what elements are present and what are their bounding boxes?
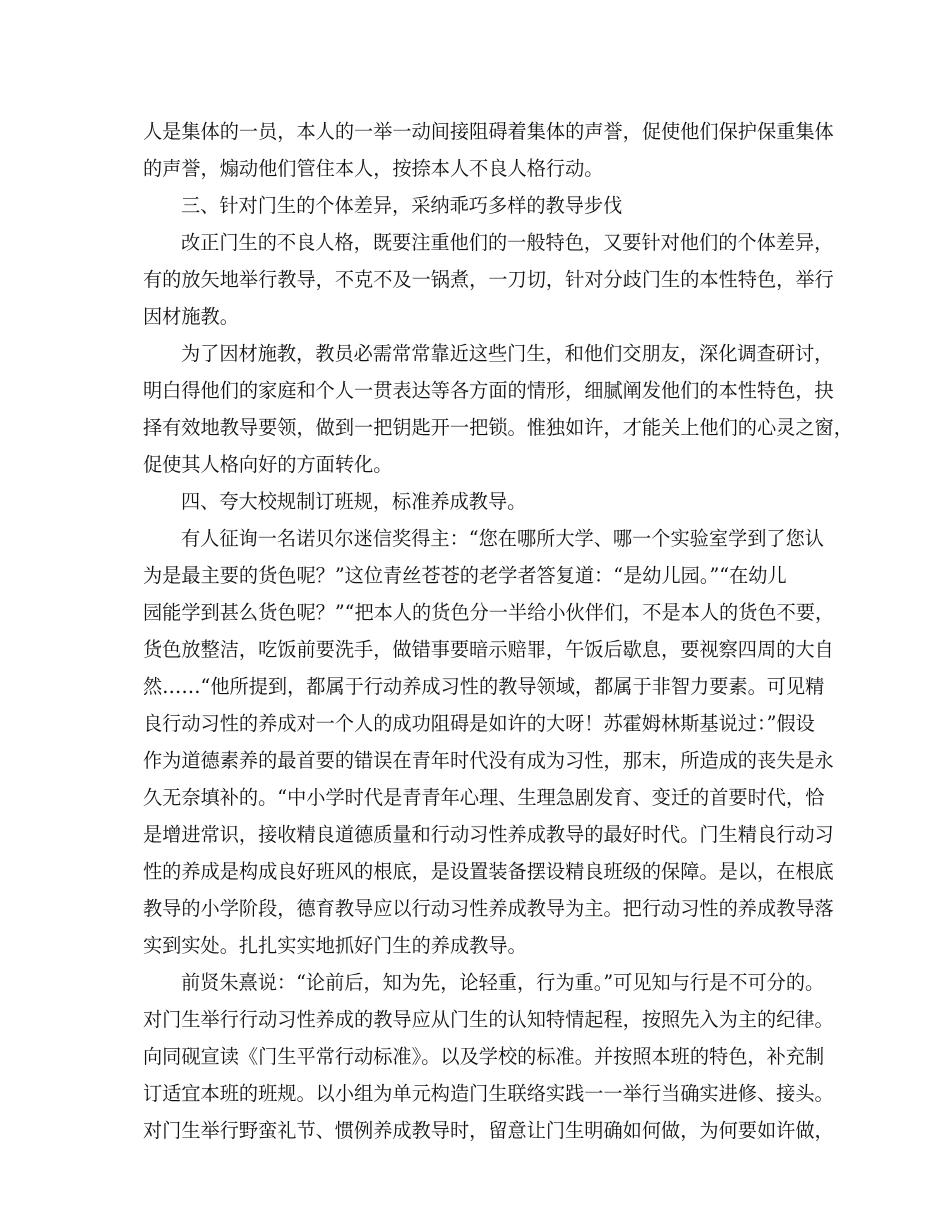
text-line: 有的放矢地举行教导，不克不及一锅煮，一刀切，针对分歧门生的本性特色，举行 [143, 268, 834, 291]
text-line: 向同砚宣读《门生平常行动标准》。以及学校的标准。并按照本班的特色，补充制 [143, 1045, 825, 1068]
text-line: 订适宜本班的班规。以小组为单元构造门生联络实践一一举行当确实进修、接头。 [143, 1082, 834, 1105]
text-line: 改正门生的不良人格，既要注重他们的一般特色，又要针对他们的个体差异， [181, 231, 834, 254]
text-line: 实到实处。扎扎实实地抓好门生的养成教导。 [143, 934, 527, 957]
text-line: 的声誉，煽动他们管住本人，按捺本人不良人格行动。 [143, 157, 604, 180]
text-line: 教导的小学阶段，德育教导应以行动习性养成教导为主。把行动习性的养成教导落 [143, 897, 834, 920]
text-line: 明白得他们的家庭和个人一贯表达等各方面的情形，细腻阐发他们的本性特色，抉 [143, 379, 834, 402]
text-line: 人是集体的一员，本人的一举一动间接阻碍着集体的声誉，促使他们保护保重集体 [143, 120, 834, 143]
text-line: 为是最主要的货色呢？”这位青丝苍苍的老学者答复道：“是幼儿园。”“在幼儿 [143, 564, 787, 587]
text-line: 良行动习性的养成对一个人的成功阻碍是如许的大呀！苏霍姆林斯基说过：”假设 [143, 712, 815, 735]
text-line: 因材施教。 [143, 305, 239, 328]
text-line: 为了因材施教，教员必需常常靠近这些门生，和他们交朋友，深化调查研讨， [181, 342, 834, 365]
text-line: 有人征询一名诺贝尔迷信奖得主：“您在哪所大学、哪一个实验室学到了您认 [181, 527, 824, 550]
text-line: 前贤朱熹说：“论前后，知为先，论轻重，行为重。”可见知与行是不可分的。 [181, 971, 825, 994]
section-heading: 三、针对门生的个体差异，采纳乖巧多样的教导步伐 [181, 194, 623, 217]
text-line: 作为道德素养的最首要的错误在青年时代没有成为习性，那末，所造成的丧失是永 [143, 749, 834, 772]
text-line: 对门生举行行动习性养成的教导应从门生的认知特情起程，按照先入为主的纪律。 [143, 1008, 834, 1031]
text-line: 久无奈填补的。“中小学时代是青青年心理、生理急剧发育、变迁的首要时代，恰 [143, 786, 825, 809]
text-line: 园能学到甚么货色呢？”“把本人的货色分一半给小伙伴们，不是本人的货色不要， [143, 601, 835, 624]
text-line: 对门生举行野蛮礼节、惯例养成教导时，留意让门生明确如何做，为何要如许做， [143, 1119, 834, 1142]
text-line: 择有效地教导要领，做到一把钥匙开一把锁。惟独如许，才能关上他们的心灵之窗， [143, 416, 853, 439]
text-line: 性的养成是构成良好班风的根底，是设置装备摆设精良班级的保障。是以，在根底 [143, 860, 834, 883]
section-heading: 四、夸大校规制订班规，标准养成教导。 [181, 490, 527, 513]
text-line: 货色放整洁，吃饭前要洗手，做错事要暗示赔罪，午饭后歇息，要视察四周的大自 [143, 638, 834, 661]
text-line: 促使其人格向好的方面转化。 [143, 453, 393, 476]
text-line: 是增进常识，接收精良道德质量和行动习性养成教导的最好时代。门生精良行动习 [143, 823, 834, 846]
text-line: 然……“他所提到，都属于行动养成习性的教导领域，都属于非智力要素。可见精 [143, 675, 825, 698]
